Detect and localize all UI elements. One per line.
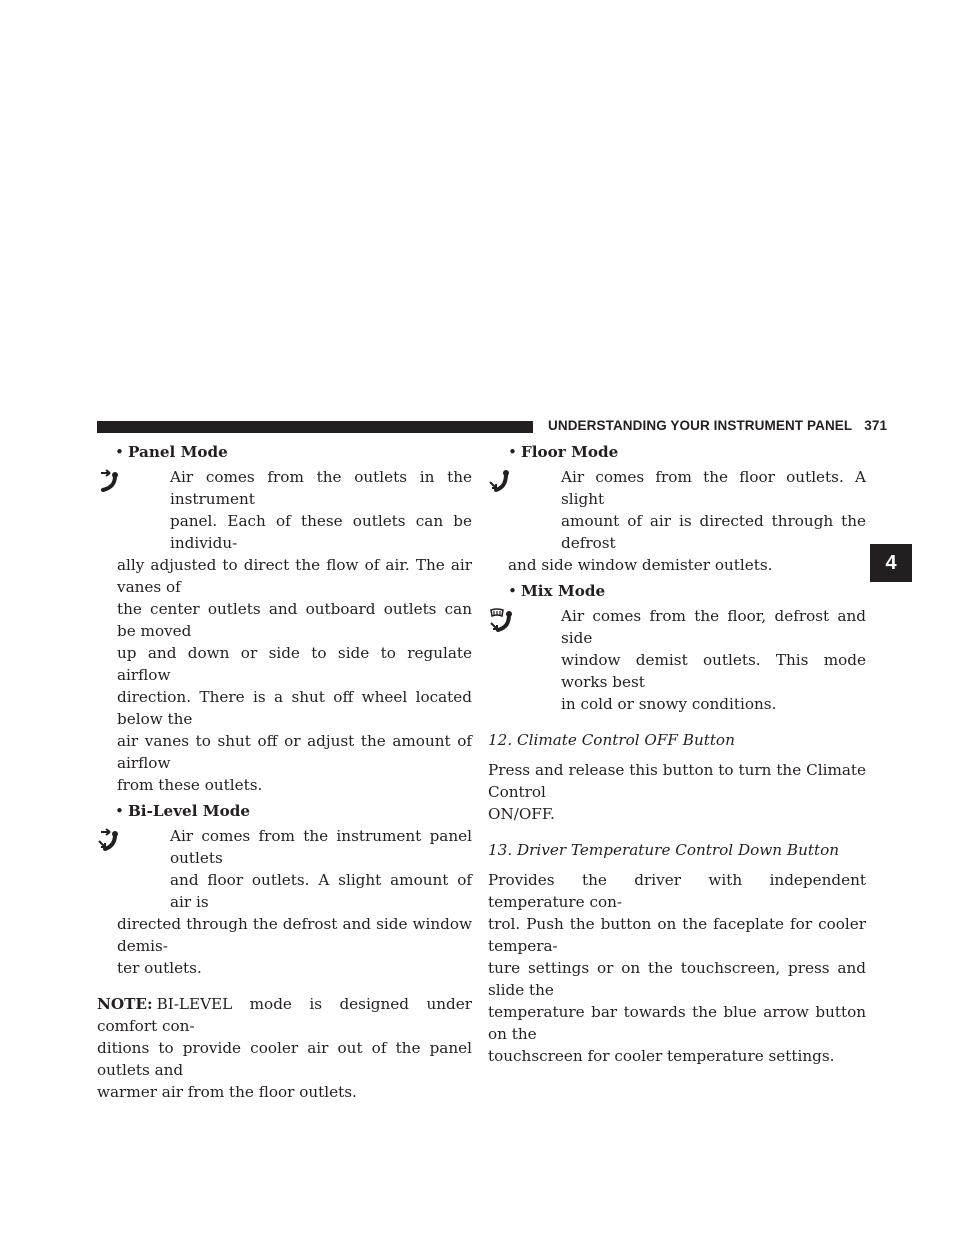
mix-mode-heading: • Mix Mode	[508, 582, 606, 600]
bilevel-mode-heading: • Bi-Level Mode	[115, 802, 250, 820]
text-line: ON/OFF.	[488, 805, 555, 823]
text-line: directed through the defrost and side window demis-	[117, 915, 472, 955]
text-line: Press and release this button to turn the Climate Control	[488, 761, 866, 801]
bilevel-mode-block	[97, 825, 472, 979]
text-line: BI-LEVEL mode is designed under comfort con-	[97, 995, 472, 1035]
text-line: ter outlets.	[117, 959, 202, 977]
floor-mode-icon	[488, 468, 516, 494]
text-line: from these outlets.	[117, 776, 263, 794]
section-12-heading: 12. Climate Control OFF Button	[488, 731, 735, 749]
text-line: up and down or side to side to regulate airflow	[117, 644, 472, 684]
mix-mode-icon	[488, 607, 516, 633]
panel-mode-icon	[97, 468, 125, 494]
text-line: Air comes from the floor, defrost and side	[561, 607, 866, 647]
text-line: ture settings or on the touchscreen, press and slide the	[488, 959, 866, 999]
text-line: temperature bar towards the blue arrow button on the	[488, 1003, 866, 1043]
text-line: warmer air from the floor outlets.	[97, 1083, 357, 1101]
text-line: the center outlets and outboard outlets can be moved	[117, 600, 472, 640]
text-line: window demist outlets. This mode works best	[561, 651, 866, 691]
section-12-paragraph	[488, 759, 866, 825]
floor-mode-heading: • Floor Mode	[508, 443, 619, 461]
mix-mode-block	[488, 605, 866, 715]
text-line: direction. There is a shut off wheel located below the	[117, 688, 472, 728]
page-number: 371	[864, 418, 888, 433]
panel-mode-heading: • Panel Mode	[115, 443, 228, 461]
text-line: touchscreen for cooler temperature settings.	[488, 1047, 835, 1065]
note-paragraph	[97, 993, 472, 1103]
header-title: UNDERSTANDING YOUR INSTRUMENT PANEL	[548, 418, 853, 433]
text-line: amount of air is directed through the defrost	[561, 512, 866, 552]
text-line: Air comes from the floor outlets. A slight	[561, 468, 866, 508]
text-line: ally adjusted to direct the flow of air. The air vanes of	[117, 556, 472, 596]
bilevel-mode-icon	[97, 827, 125, 853]
text-line: Air comes from the outlets in the instrument	[170, 468, 472, 508]
text-line: Provides the driver with independent temperature con-	[488, 871, 866, 911]
text-line: panel. Each of these outlets can be individu-	[170, 512, 472, 552]
floor-mode-block	[488, 466, 866, 576]
text-line: air vanes to shut off or adjust the amount of airflow	[117, 732, 472, 772]
section-13-paragraph	[488, 869, 866, 1067]
chapter-tab: 4	[870, 544, 912, 582]
text-line: Air comes from the instrument panel outlets	[170, 827, 472, 867]
panel-mode-block	[97, 466, 472, 796]
text-line: and side window demister outlets.	[508, 556, 773, 574]
running-header	[548, 418, 887, 433]
text-line: ditions to provide cooler air out of the panel outlets and	[97, 1039, 472, 1079]
section-13-heading: 13. Driver Temperature Control Down Button	[488, 841, 839, 859]
note-label: NOTE:	[97, 995, 153, 1013]
right-column	[488, 441, 866, 1067]
header-bar	[97, 421, 533, 433]
text-line: in cold or snowy conditions.	[561, 695, 777, 713]
text-line: trol. Push the button on the faceplate for cooler tempera-	[488, 915, 866, 955]
text-line: and floor outlets. A slight amount of air is	[170, 871, 472, 911]
left-column	[97, 441, 472, 1103]
